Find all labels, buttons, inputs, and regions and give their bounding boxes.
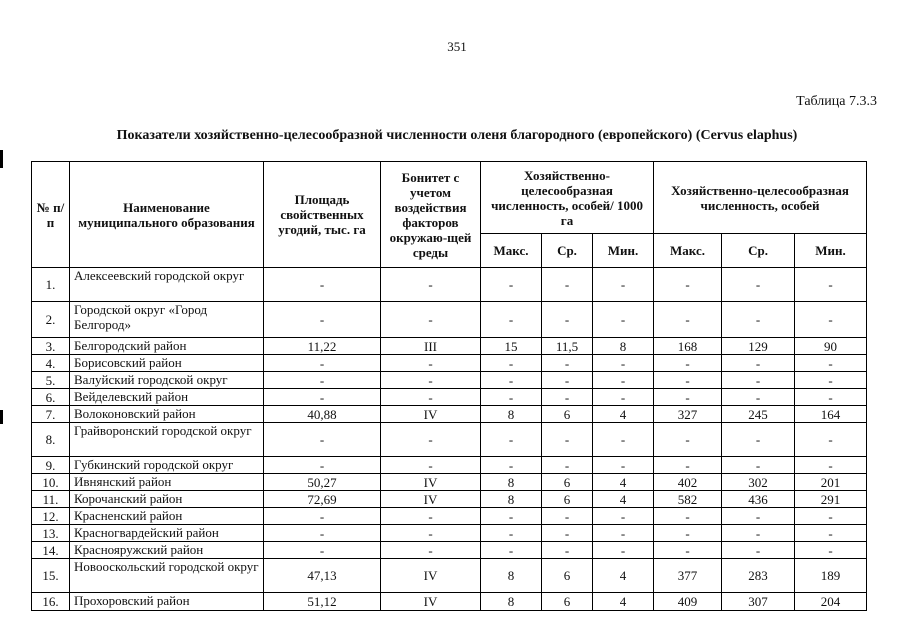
header-bonitet: Бонитет с учетом воздействия факторов окружаю-щей среды (381, 162, 481, 268)
count-max: 327 (654, 406, 722, 423)
row-number: 3. (32, 338, 70, 355)
count-min: - (795, 389, 867, 406)
density-avg: 6 (542, 491, 593, 508)
bonitet-value: III (381, 338, 481, 355)
deer-population-table (31, 161, 867, 611)
count-max: - (654, 457, 722, 474)
municipality-name: Красненский район (70, 508, 264, 525)
count-min: - (795, 355, 867, 372)
table-row (32, 406, 867, 423)
density-min: - (593, 389, 654, 406)
density-min: 4 (593, 593, 654, 611)
municipality-name: Краснояружский район (70, 542, 264, 559)
area-value: - (264, 542, 381, 559)
municipality-name: Борисовский район (70, 355, 264, 372)
density-min: 4 (593, 491, 654, 508)
count-min: - (795, 508, 867, 525)
count-max: - (654, 423, 722, 457)
table-row (32, 542, 867, 559)
density-avg: - (542, 423, 593, 457)
area-value: - (264, 508, 381, 525)
bonitet-value: - (381, 302, 481, 338)
density-max: - (481, 542, 542, 559)
density-max: - (481, 423, 542, 457)
table-row (32, 525, 867, 542)
municipality-name: Городской округ «Город Белгород» (70, 302, 264, 338)
bonitet-value: IV (381, 491, 481, 508)
density-avg: - (542, 525, 593, 542)
header-name: Наименование муниципального образования (70, 162, 264, 268)
municipality-name: Прохоровский район (70, 593, 264, 611)
table-row (32, 457, 867, 474)
density-min: 4 (593, 406, 654, 423)
density-max: - (481, 355, 542, 372)
count-avg: - (722, 302, 795, 338)
bonitet-value: - (381, 423, 481, 457)
count-min: - (795, 302, 867, 338)
municipality-name: Ивнянский район (70, 474, 264, 491)
density-avg: 6 (542, 593, 593, 611)
density-min: - (593, 457, 654, 474)
density-avg: - (542, 372, 593, 389)
municipality-name: Грайворонский городской округ (70, 423, 264, 457)
count-min: 90 (795, 338, 867, 355)
count-max: 402 (654, 474, 722, 491)
bonitet-value: - (381, 268, 481, 302)
bonitet-value: IV (381, 406, 481, 423)
count-avg: - (722, 508, 795, 525)
density-avg: - (542, 268, 593, 302)
count-avg: 283 (722, 559, 795, 593)
count-avg: - (722, 423, 795, 457)
row-number: 1. (32, 268, 70, 302)
density-max: - (481, 268, 542, 302)
row-number: 9. (32, 457, 70, 474)
density-max: 8 (481, 593, 542, 611)
bonitet-value: - (381, 525, 481, 542)
count-avg: - (722, 268, 795, 302)
table-header (32, 162, 867, 268)
area-value: - (264, 525, 381, 542)
table-title: Показатели хозяйственно-целесообразной численности оленя благородного (европейского) (Cervus elaphus) (116, 128, 798, 143)
table-body (32, 268, 867, 611)
row-number: 2. (32, 302, 70, 338)
municipality-name: Алексеевский городской округ (70, 268, 264, 302)
count-min: - (795, 372, 867, 389)
count-max: - (654, 268, 722, 302)
area-value: 11,22 (264, 338, 381, 355)
density-max: 8 (481, 559, 542, 593)
header-density-group: Хозяйственно-целесообразная численность, особей/ 1000 га (481, 162, 654, 234)
count-min: 164 (795, 406, 867, 423)
row-number: 11. (32, 491, 70, 508)
table-row (32, 491, 867, 508)
density-avg: - (542, 355, 593, 372)
count-min: 204 (795, 593, 867, 611)
count-avg: - (722, 355, 795, 372)
table-row (32, 372, 867, 389)
density-min: - (593, 268, 654, 302)
bonitet-value: - (381, 355, 481, 372)
count-avg: 436 (722, 491, 795, 508)
area-value: 50,27 (264, 474, 381, 491)
density-min: - (593, 525, 654, 542)
area-value: - (264, 389, 381, 406)
bonitet-value: - (381, 457, 481, 474)
row-number: 6. (32, 389, 70, 406)
municipality-name: Корочанский район (70, 491, 264, 508)
bonitet-value: - (381, 542, 481, 559)
header-count-max: Макс. (654, 234, 722, 268)
row-number: 10. (32, 474, 70, 491)
area-value: - (264, 355, 381, 372)
row-number: 15. (32, 559, 70, 593)
row-number: 14. (32, 542, 70, 559)
density-max: 8 (481, 491, 542, 508)
density-max: - (481, 525, 542, 542)
table-row (32, 508, 867, 525)
table-row (32, 389, 867, 406)
density-max: 15 (481, 338, 542, 355)
density-avg: - (542, 302, 593, 338)
row-number: 16. (32, 593, 70, 611)
area-value: - (264, 457, 381, 474)
density-min: - (593, 355, 654, 372)
municipality-name: Вейделевский район (70, 389, 264, 406)
count-min: 201 (795, 474, 867, 491)
table-reference: Таблица 7.3.3 (796, 94, 877, 109)
density-min: - (593, 542, 654, 559)
row-number: 13. (32, 525, 70, 542)
bonitet-value: IV (381, 474, 481, 491)
count-max: - (654, 525, 722, 542)
count-max: - (654, 389, 722, 406)
header-count-avg: Ср. (722, 234, 795, 268)
count-max: - (654, 372, 722, 389)
municipality-name: Белгородский район (70, 338, 264, 355)
density-min: - (593, 372, 654, 389)
density-max: - (481, 389, 542, 406)
density-min: - (593, 423, 654, 457)
count-max: - (654, 302, 722, 338)
count-max: 168 (654, 338, 722, 355)
row-number: 7. (32, 406, 70, 423)
bonitet-value: IV (381, 559, 481, 593)
density-avg: 6 (542, 406, 593, 423)
area-value: 40,88 (264, 406, 381, 423)
scan-edge-mark (0, 410, 3, 424)
table-row (32, 268, 867, 302)
count-max: 409 (654, 593, 722, 611)
density-max: - (481, 457, 542, 474)
density-avg: 11,5 (542, 338, 593, 355)
table-row (32, 355, 867, 372)
table-row (32, 559, 867, 593)
count-min: - (795, 457, 867, 474)
table-row (32, 423, 867, 457)
count-min: 189 (795, 559, 867, 593)
density-max: 8 (481, 474, 542, 491)
density-min: - (593, 302, 654, 338)
table-row (32, 474, 867, 491)
count-max: 377 (654, 559, 722, 593)
municipality-name: Волоконовский район (70, 406, 264, 423)
count-max: - (654, 542, 722, 559)
municipality-name: Красногвардейский район (70, 525, 264, 542)
bonitet-value: - (381, 372, 481, 389)
row-number: 4. (32, 355, 70, 372)
density-avg: - (542, 389, 593, 406)
density-avg: - (542, 542, 593, 559)
header-density-max: Макс. (481, 234, 542, 268)
area-value: - (264, 372, 381, 389)
density-avg: 6 (542, 559, 593, 593)
count-avg: 245 (722, 406, 795, 423)
count-max: - (654, 508, 722, 525)
header-count-min: Мин. (795, 234, 867, 268)
page-number: 351 (447, 39, 467, 54)
count-min: - (795, 525, 867, 542)
bonitet-value: IV (381, 593, 481, 611)
count-avg: - (722, 389, 795, 406)
area-value: - (264, 268, 381, 302)
area-value: - (264, 302, 381, 338)
count-min: - (795, 542, 867, 559)
area-value: 72,69 (264, 491, 381, 508)
count-avg: - (722, 525, 795, 542)
area-value: 51,12 (264, 593, 381, 611)
count-avg: 307 (722, 593, 795, 611)
count-avg: - (722, 542, 795, 559)
density-min: 4 (593, 474, 654, 491)
table-row (32, 593, 867, 611)
density-min: - (593, 508, 654, 525)
count-min: 291 (795, 491, 867, 508)
header-number: № п/п (32, 162, 70, 268)
row-number: 8. (32, 423, 70, 457)
density-max: 8 (481, 406, 542, 423)
density-avg: - (542, 457, 593, 474)
bonitet-value: - (381, 508, 481, 525)
municipality-name: Губкинский городской округ (70, 457, 264, 474)
row-number: 12. (32, 508, 70, 525)
density-min: 8 (593, 338, 654, 355)
density-max: - (481, 508, 542, 525)
municipality-name: Валуйский городской округ (70, 372, 264, 389)
municipality-name: Новооскольский городской округ (70, 559, 264, 593)
header-count-group: Хозяйственно-целесообразная численность, особей (654, 162, 867, 234)
table-row (32, 338, 867, 355)
density-max: - (481, 372, 542, 389)
row-number: 5. (32, 372, 70, 389)
header-density-avg: Ср. (542, 234, 593, 268)
count-avg: 302 (722, 474, 795, 491)
count-avg: - (722, 372, 795, 389)
density-min: 4 (593, 559, 654, 593)
count-max: - (654, 355, 722, 372)
density-avg: - (542, 508, 593, 525)
count-max: 582 (654, 491, 722, 508)
area-value: 47,13 (264, 559, 381, 593)
scan-edge-mark (0, 150, 3, 168)
header-density-min: Мин. (593, 234, 654, 268)
density-max: - (481, 302, 542, 338)
header-area: Площадь свойственных угодий, тыс. га (264, 162, 381, 268)
bonitet-value: - (381, 389, 481, 406)
density-avg: 6 (542, 474, 593, 491)
count-min: - (795, 268, 867, 302)
table-row (32, 302, 867, 338)
area-value: - (264, 423, 381, 457)
count-avg: - (722, 457, 795, 474)
count-min: - (795, 423, 867, 457)
count-avg: 129 (722, 338, 795, 355)
